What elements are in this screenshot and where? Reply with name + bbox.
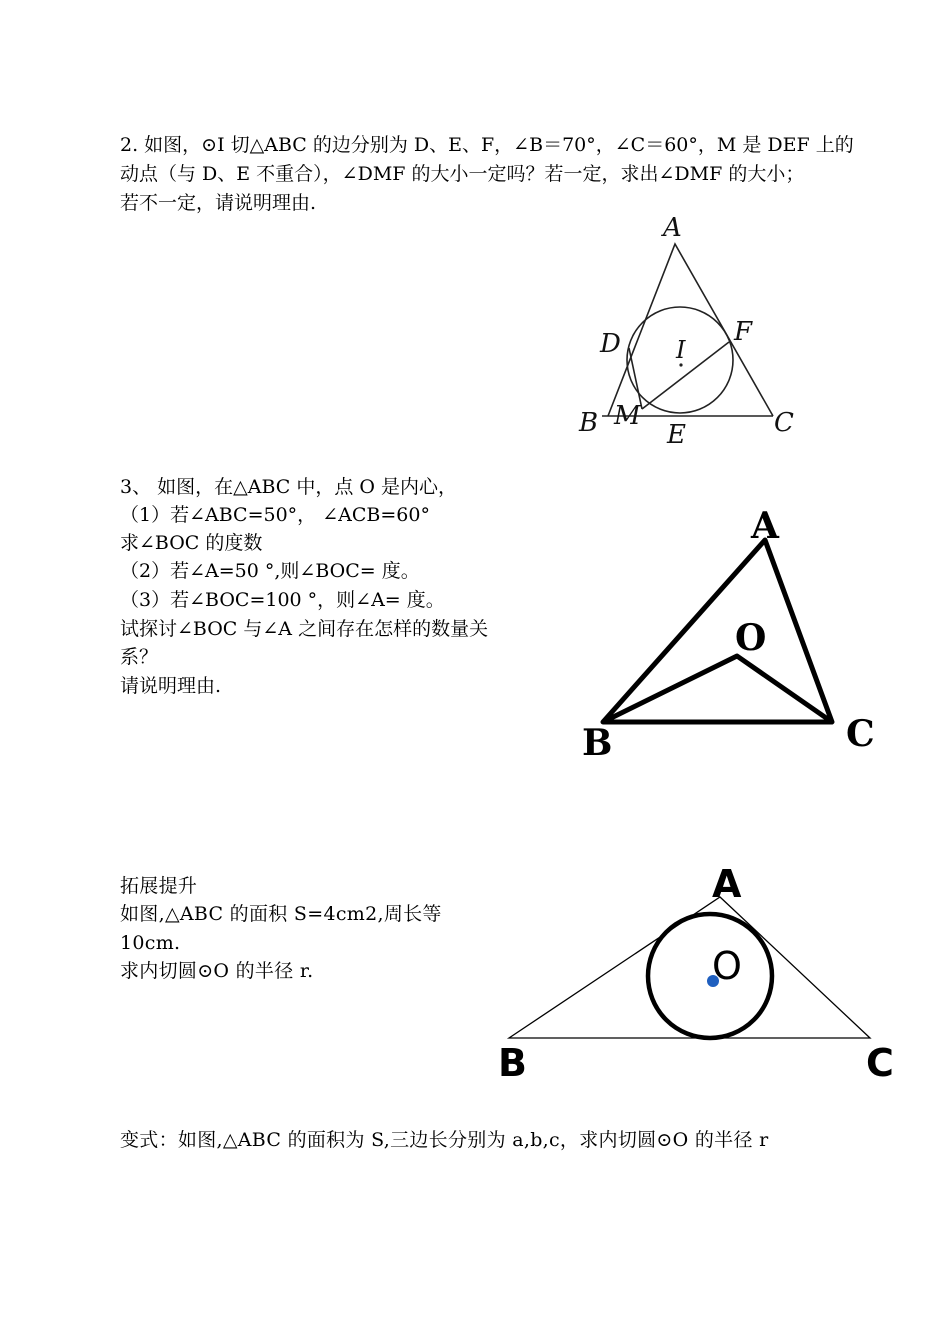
ext-label-A: A bbox=[712, 862, 742, 906]
extension-line-4: 求内切圆⊙O 的半径 r. bbox=[120, 960, 314, 982]
fig2-label-A: A bbox=[663, 213, 682, 243]
fig3-label-C: C bbox=[846, 713, 875, 755]
ext-label-O: O bbox=[712, 944, 742, 988]
variant-line: 变式：如图,△ABC 的面积为 S,三边长分别为 a,b,c，求内切圆⊙O 的半径 r bbox=[120, 1129, 769, 1151]
fig2-label-E: E bbox=[667, 420, 686, 450]
ext-label-B: B bbox=[498, 1041, 527, 1085]
problem2-line-1: 2. 如图，⊙I 切△ABC 的边分别为 D、E、F，∠B＝70°，∠C＝60°，M 是 DEF 上的 bbox=[120, 134, 854, 156]
figure-problem3 bbox=[603, 540, 832, 722]
fig2-label-M: M bbox=[614, 401, 641, 431]
problem2-line-3: 若不一定，请说明理由. bbox=[120, 192, 317, 214]
fig3-label-O: O bbox=[735, 617, 767, 659]
problem3-line-8: 请说明理由. bbox=[120, 675, 222, 697]
fig2-label-D: D bbox=[600, 329, 621, 359]
problem3-line-2: （1）若∠ABC=50°， ∠ACB=60° bbox=[120, 504, 430, 526]
figure-extension bbox=[509, 897, 870, 1038]
extension-line-3: 10cm. bbox=[120, 932, 181, 954]
problem3-line-5: （3）若∠BOC=100 °，则∠A= 度。 bbox=[120, 589, 445, 611]
fig2-label-B: B bbox=[579, 408, 599, 438]
fig2-label-I: I bbox=[676, 336, 686, 364]
fig3-bisectors-BO-OC bbox=[603, 656, 832, 722]
ext-label-C: C bbox=[866, 1041, 894, 1085]
problem3-line-6: 试探讨∠BOC 与∠A 之间存在怎样的数量关 bbox=[120, 618, 489, 640]
fig3-triangle bbox=[603, 540, 832, 722]
fig3-label-B: B bbox=[582, 722, 613, 764]
extension-line-1: 拓展提升 bbox=[120, 875, 198, 897]
problem3-line-4: （2）若∠A=50 °,则∠BOC= 度。 bbox=[120, 560, 420, 582]
fig2-label-C: C bbox=[774, 408, 794, 438]
problem3-line-7: 系？ bbox=[120, 646, 159, 668]
extension-line-2: 如图,△ABC 的面积 S=4cm2,周长等 bbox=[120, 903, 442, 925]
problem2-line-2: 动点（与 D、E 不重合），∠DMF 的大小一定吗？若一定，求出∠DMF 的大小； bbox=[120, 163, 805, 185]
fig2-label-F: F bbox=[734, 317, 753, 347]
problem3-line-1: 3、 如图，在△ABC 中，点 O 是内心， bbox=[120, 476, 458, 498]
problem3-line-3: 求∠BOC 的度数 bbox=[120, 532, 263, 554]
fig3-label-A: A bbox=[751, 505, 779, 547]
